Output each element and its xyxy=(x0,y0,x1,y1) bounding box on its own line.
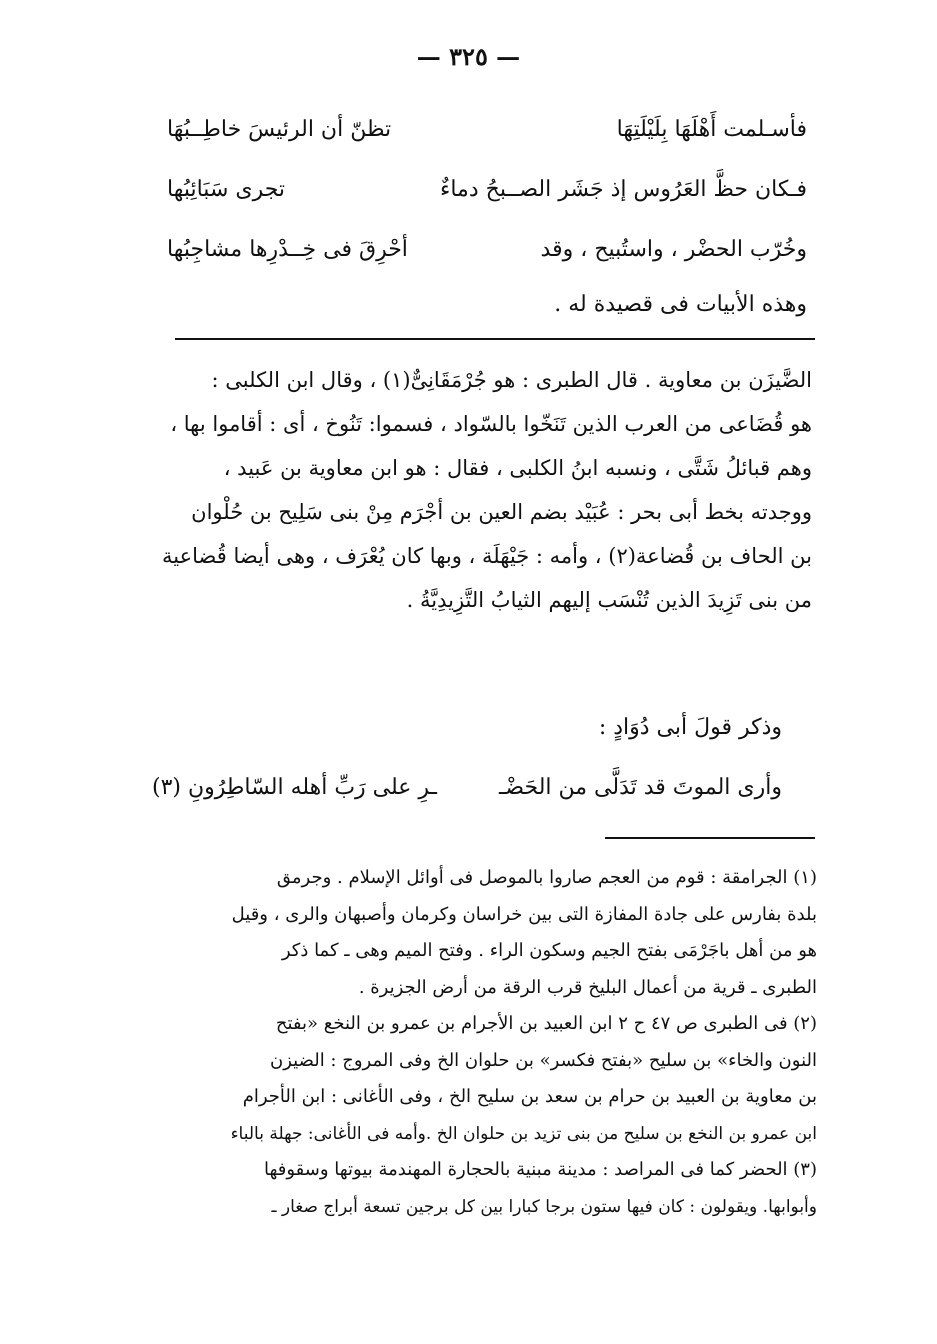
verse-first-hemistich: فـكان حظَّ العَرُوس إذ جَشَر الصــبحُ دماءٌ xyxy=(440,177,807,202)
footnote-line: (٣) الحضر كما فى المراصد : مدينة مبنية بالحجارة المهندمة بيوتها وسقوفها xyxy=(263,1159,817,1180)
verse-first-hemistich: وأرى الموتَ قد تَدَلَّى من الحَضْـ xyxy=(498,775,782,800)
verse-line xyxy=(167,170,807,210)
verse-second-hemistich: تظنّ أن الرئيسَ خاطِــبُهَا xyxy=(167,117,392,142)
verse-line xyxy=(167,230,807,270)
footnote-line: الطبرى ـ قرية من أعمال البليخ قرب الرقة من أرض الجزيرة . xyxy=(358,976,817,998)
footnote-line: وأبوابها. ويقولون : كان فيها ستون برجا كبارا بين كل برجين تسعة أبراج صغار ـ xyxy=(271,1196,817,1217)
section-divider xyxy=(175,338,815,340)
footnote-line: النون والخاء» بن سليح «بفتح فكسر» بن حلوان الخ وفى المروج : الضيزن xyxy=(270,1049,817,1071)
verse-second-hemistich: أحْرِقَ فى خِــدْرِها مشاجِبُها xyxy=(167,237,408,262)
footnote-divider xyxy=(605,837,815,839)
footnotes xyxy=(117,860,817,1225)
verse-first-hemistich: وخُرّب الحضْر ، واستُبيح ، وقد xyxy=(540,237,807,262)
text-line: بن الحاف بن قُضاعة(٢) ، وأمه : جَيْهَلَة ، وبها كان يُعْرَف ، وهى أيضا قُضاعية xyxy=(162,544,812,568)
verse-second-hemistich: تجرى سَبَائِبُها xyxy=(167,177,286,202)
footnote-line: هو من أهل باجَرْمَى بفتح الجيم وسكون الراء . وفتح الميم وهى ـ كما ذكر xyxy=(281,940,817,961)
text-line: وهم قبائلُ شَتَّى ، ونسبه ابنُ الكلبى ، فقال : هو ابن معاوية بن عَبيد ، xyxy=(223,456,812,480)
page-number: — ٣٢٥ — xyxy=(416,42,521,71)
text-line: من بنى تَزِيدَ الذين تُنْسَب إليهم الثيابُ التَّزِيدِيَّةُ . xyxy=(406,588,812,612)
footnote-line: بن معاوية بن العبيد بن حرام بن سعد بن سليح الخ ، وفى الأغانى : ابن الأجرام xyxy=(242,1086,817,1107)
main-text xyxy=(117,358,812,622)
verse-line xyxy=(167,110,807,150)
verse-second-hemistich: ـرِ على رَبِّ أهله السّاطِرُونِ (٣) xyxy=(152,775,438,800)
text-line: ووجدته بخط أبى بحر : عُبَيْد بضم العين بن أجْرَم مِنْ بنى سَلِيح بن حُلْوان xyxy=(191,500,812,524)
text-line: هو قُضَاعى من العرب الذين تَنَخّوا بالسّواد ، فسموا: تَنُوخ ، أى : أقاموا بها ، xyxy=(170,412,812,436)
verses-note: وهذه الأبيات فى قصيدة له . xyxy=(554,292,807,317)
footnote-line: (١) الجرامقة : قوم من العجم صاروا بالموصل فى أوائل الإسلام . وجرمق xyxy=(276,867,817,888)
footnote-line: (٢) فى الطبرى ص ٤٧ ح ٢ ابن العبيد بن الأجرام بن عمرو بن النخع «بفتح xyxy=(275,1013,817,1034)
text-line: الضَّيزَن بن معاوية . قال الطبرى : هو جُرْمَقَانِىٌّ(١) ، وقال ابن الكلبى : xyxy=(211,368,812,392)
footnote-line: بلدة بفارس على جادة المفازة التى بين خراسان وكرمان وأصبهان والرى ، وقيل xyxy=(231,903,817,925)
footnote-line: ابن عمرو بن النخع بن سليح من بنى تزيد بن حلوان الخ .وأمه فى الأغانى: جهلة بالباء xyxy=(230,1123,817,1144)
verse-first-hemistich: فأسـلمت أَهْلَهَا بِلَيْلَتِهَا xyxy=(616,117,807,142)
quote-intro: وذكر قولَ أبى دُوَادٍ : xyxy=(598,715,782,740)
